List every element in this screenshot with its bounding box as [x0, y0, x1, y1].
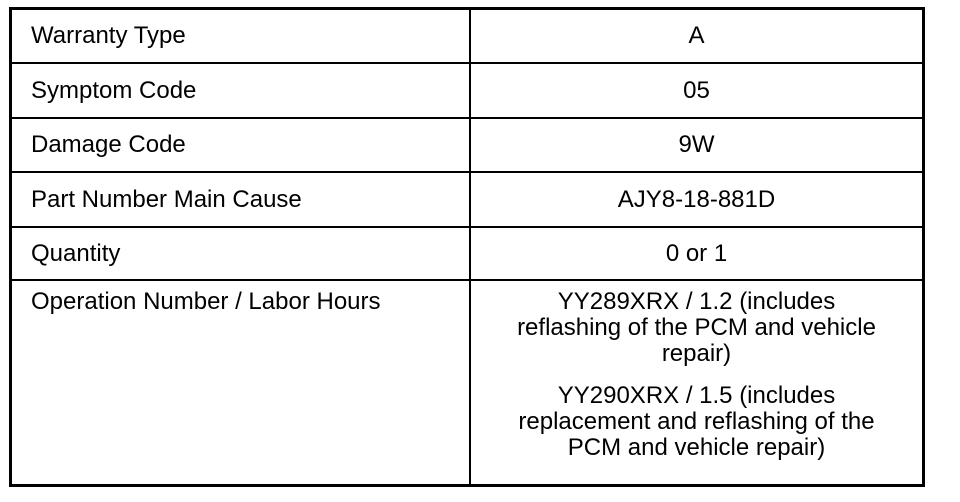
table-row	[12, 228, 922, 281]
table-row	[12, 281, 922, 484]
row-label: Symptom Code	[12, 64, 471, 117]
row-label: Operation Number / Labor Hours	[12, 281, 471, 484]
row-value: 9W	[678, 131, 715, 158]
row-value: 0 or 1	[665, 239, 728, 267]
table-row	[12, 10, 922, 64]
row-label: Damage Code	[12, 119, 471, 171]
row-value	[471, 281, 922, 484]
warranty-table	[9, 7, 925, 487]
table-row	[12, 64, 922, 119]
table-row	[12, 119, 922, 173]
table-row	[12, 173, 922, 228]
operation-entry: YY289XRX / 1.2 (includes reflashing of the PCM and vehicle repair)	[517, 288, 876, 367]
row-value: AJY8-18-881D	[617, 185, 776, 213]
operation-entry: YY290XRX / 1.5 (includes replacement and reflashing of the PCM and vehicle repair)	[518, 382, 875, 461]
row-label: Quantity	[12, 228, 471, 279]
row-label: Part Number Main Cause	[12, 173, 471, 226]
row-value: 05	[683, 76, 710, 104]
row-label: Warranty Type	[12, 10, 471, 62]
row-value: A	[688, 22, 705, 49]
